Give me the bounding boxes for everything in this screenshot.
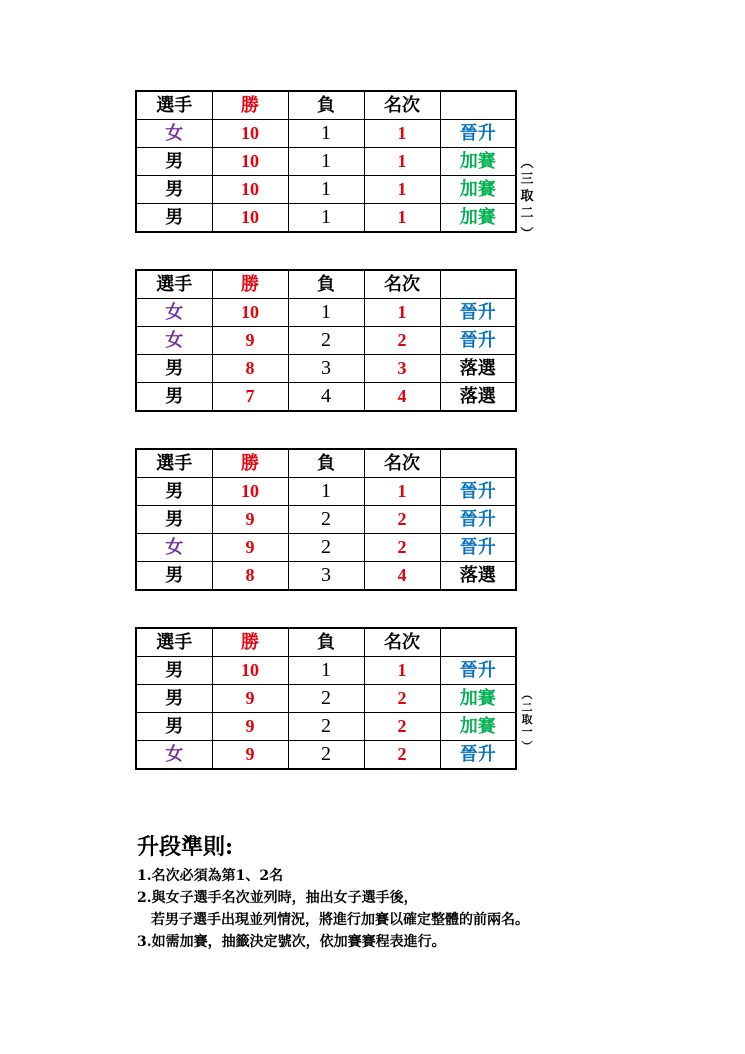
player-gender: 男 bbox=[136, 176, 212, 204]
table-row bbox=[136, 741, 516, 770]
rank-cell: 1 bbox=[364, 299, 440, 327]
rank-cell: 1 bbox=[364, 478, 440, 506]
result-cell: 晉升 bbox=[440, 299, 516, 327]
losses-cell: 1 bbox=[288, 478, 364, 506]
side-note-char: 三 bbox=[520, 172, 534, 187]
header-losses: 負 bbox=[288, 449, 364, 478]
header-result bbox=[440, 91, 516, 120]
promotion-rules bbox=[137, 830, 529, 953]
losses-cell: 1 bbox=[288, 148, 364, 176]
losses-cell: 3 bbox=[288, 355, 364, 383]
losses-cell: 1 bbox=[288, 299, 364, 327]
wins-cell: 10 bbox=[212, 204, 288, 233]
side-note-open: ︵ bbox=[521, 688, 533, 701]
side-note-open: ︵ bbox=[520, 156, 534, 171]
rank-cell: 2 bbox=[364, 685, 440, 713]
rank-cell: 2 bbox=[364, 506, 440, 534]
player-gender: 女 bbox=[136, 120, 212, 148]
rank-cell: 1 bbox=[364, 148, 440, 176]
table-row bbox=[136, 355, 516, 383]
result-cell: 晉升 bbox=[440, 120, 516, 148]
result-cell: 晉升 bbox=[440, 534, 516, 562]
player-gender: 男 bbox=[136, 562, 212, 591]
result-cell: 加賽 bbox=[440, 204, 516, 233]
side-note-two-take-one bbox=[517, 686, 537, 752]
table-row bbox=[136, 148, 516, 176]
header-rank: 名次 bbox=[364, 270, 440, 299]
result-cell: 加賽 bbox=[440, 176, 516, 204]
wins-cell: 9 bbox=[212, 327, 288, 355]
player-gender: 女 bbox=[136, 327, 212, 355]
rank-cell: 1 bbox=[364, 120, 440, 148]
losses-cell: 2 bbox=[288, 506, 364, 534]
header-player: 選手 bbox=[136, 449, 212, 478]
rank-cell: 2 bbox=[364, 534, 440, 562]
result-cell: 落選 bbox=[440, 562, 516, 591]
header-player: 選手 bbox=[136, 628, 212, 657]
standings-table-3 bbox=[135, 448, 517, 591]
result-cell: 晉升 bbox=[440, 741, 516, 770]
rank-cell: 2 bbox=[364, 713, 440, 741]
wins-cell: 9 bbox=[212, 741, 288, 770]
table-row bbox=[136, 685, 516, 713]
rules-title: 升段準則: bbox=[137, 834, 234, 860]
table-header-row bbox=[136, 270, 516, 299]
table-row bbox=[136, 478, 516, 506]
player-gender: 女 bbox=[136, 741, 212, 770]
wins-cell: 9 bbox=[212, 713, 288, 741]
table-row bbox=[136, 562, 516, 591]
header-result bbox=[440, 628, 516, 657]
header-losses: 負 bbox=[288, 270, 364, 299]
player-gender: 男 bbox=[136, 383, 212, 412]
wins-cell: 10 bbox=[212, 176, 288, 204]
table-row bbox=[136, 383, 516, 412]
result-cell: 晉升 bbox=[440, 657, 516, 685]
standings-table-1 bbox=[135, 90, 517, 233]
side-note-close: ︶ bbox=[521, 740, 533, 753]
wins-cell: 10 bbox=[212, 478, 288, 506]
table-row bbox=[136, 176, 516, 204]
player-gender: 女 bbox=[136, 534, 212, 562]
losses-cell: 1 bbox=[288, 176, 364, 204]
wins-cell: 10 bbox=[212, 299, 288, 327]
side-note-char: 一 bbox=[521, 725, 533, 738]
result-cell: 晉升 bbox=[440, 506, 516, 534]
side-note-char: 二 bbox=[521, 701, 533, 714]
result-cell: 加賽 bbox=[440, 148, 516, 176]
result-cell: 落選 bbox=[440, 355, 516, 383]
table-row bbox=[136, 713, 516, 741]
table-row bbox=[136, 657, 516, 685]
header-wins: 勝 bbox=[212, 91, 288, 120]
side-note-char: 取 bbox=[520, 189, 534, 204]
header-result bbox=[440, 270, 516, 299]
wins-cell: 8 bbox=[212, 562, 288, 591]
wins-cell: 9 bbox=[212, 534, 288, 562]
rank-cell: 1 bbox=[364, 204, 440, 233]
player-gender: 男 bbox=[136, 713, 212, 741]
table-header-row bbox=[136, 91, 516, 120]
wins-cell: 9 bbox=[212, 506, 288, 534]
header-player: 選手 bbox=[136, 270, 212, 299]
header-wins: 勝 bbox=[212, 449, 288, 478]
player-gender: 男 bbox=[136, 355, 212, 383]
rank-cell: 1 bbox=[364, 657, 440, 685]
side-note-char: 取 bbox=[521, 713, 533, 726]
result-cell: 晉升 bbox=[440, 327, 516, 355]
losses-cell: 1 bbox=[288, 120, 364, 148]
rank-cell: 4 bbox=[364, 562, 440, 591]
standings-table-2 bbox=[135, 269, 517, 412]
wins-cell: 10 bbox=[212, 120, 288, 148]
player-gender: 男 bbox=[136, 506, 212, 534]
wins-cell: 7 bbox=[212, 383, 288, 412]
rule-line: 2.與女子選手名次並列時，抽出女子選手後， bbox=[137, 890, 418, 906]
rule-line: 若男子選手出現並列情況，將進行加賽以確定整體的前兩名。 bbox=[151, 912, 529, 928]
player-gender: 男 bbox=[136, 657, 212, 685]
losses-cell: 1 bbox=[288, 204, 364, 233]
player-gender: 男 bbox=[136, 685, 212, 713]
player-gender: 男 bbox=[136, 478, 212, 506]
table-header-row bbox=[136, 628, 516, 657]
wins-cell: 10 bbox=[212, 148, 288, 176]
result-cell: 落選 bbox=[440, 383, 516, 412]
losses-cell: 2 bbox=[288, 713, 364, 741]
side-note-close: ︶ bbox=[520, 227, 534, 242]
losses-cell: 1 bbox=[288, 657, 364, 685]
header-rank: 名次 bbox=[364, 628, 440, 657]
header-losses: 負 bbox=[288, 91, 364, 120]
losses-cell: 2 bbox=[288, 741, 364, 770]
header-wins: 勝 bbox=[212, 270, 288, 299]
header-result bbox=[440, 449, 516, 478]
table-row bbox=[136, 120, 516, 148]
wins-cell: 10 bbox=[212, 657, 288, 685]
rank-cell: 3 bbox=[364, 355, 440, 383]
standings-table-4 bbox=[135, 627, 517, 770]
table-row bbox=[136, 534, 516, 562]
table-row bbox=[136, 327, 516, 355]
side-note-char: 二 bbox=[520, 206, 534, 221]
table-row bbox=[136, 204, 516, 233]
table-row bbox=[136, 299, 516, 327]
wins-cell: 8 bbox=[212, 355, 288, 383]
rule-line: 3.如需加賽，抽籤決定號次，依加賽賽程表進行。 bbox=[137, 934, 446, 950]
rank-cell: 4 bbox=[364, 383, 440, 412]
result-cell: 加賽 bbox=[440, 713, 516, 741]
losses-cell: 2 bbox=[288, 327, 364, 355]
result-cell: 晉升 bbox=[440, 478, 516, 506]
losses-cell: 2 bbox=[288, 534, 364, 562]
header-wins: 勝 bbox=[212, 628, 288, 657]
player-gender: 男 bbox=[136, 148, 212, 176]
losses-cell: 2 bbox=[288, 685, 364, 713]
losses-cell: 4 bbox=[288, 383, 364, 412]
player-gender: 男 bbox=[136, 204, 212, 233]
header-player: 選手 bbox=[136, 91, 212, 120]
rank-cell: 2 bbox=[364, 327, 440, 355]
rule-line: 1.名次必須為第1、2名 bbox=[137, 868, 284, 884]
table-header-row bbox=[136, 449, 516, 478]
header-rank: 名次 bbox=[364, 91, 440, 120]
result-cell: 加賽 bbox=[440, 685, 516, 713]
rank-cell: 1 bbox=[364, 176, 440, 204]
rank-cell: 2 bbox=[364, 741, 440, 770]
table-row bbox=[136, 506, 516, 534]
losses-cell: 3 bbox=[288, 562, 364, 591]
player-gender: 女 bbox=[136, 299, 212, 327]
side-note-three-take-two bbox=[517, 152, 537, 242]
header-losses: 負 bbox=[288, 628, 364, 657]
wins-cell: 9 bbox=[212, 685, 288, 713]
header-rank: 名次 bbox=[364, 449, 440, 478]
